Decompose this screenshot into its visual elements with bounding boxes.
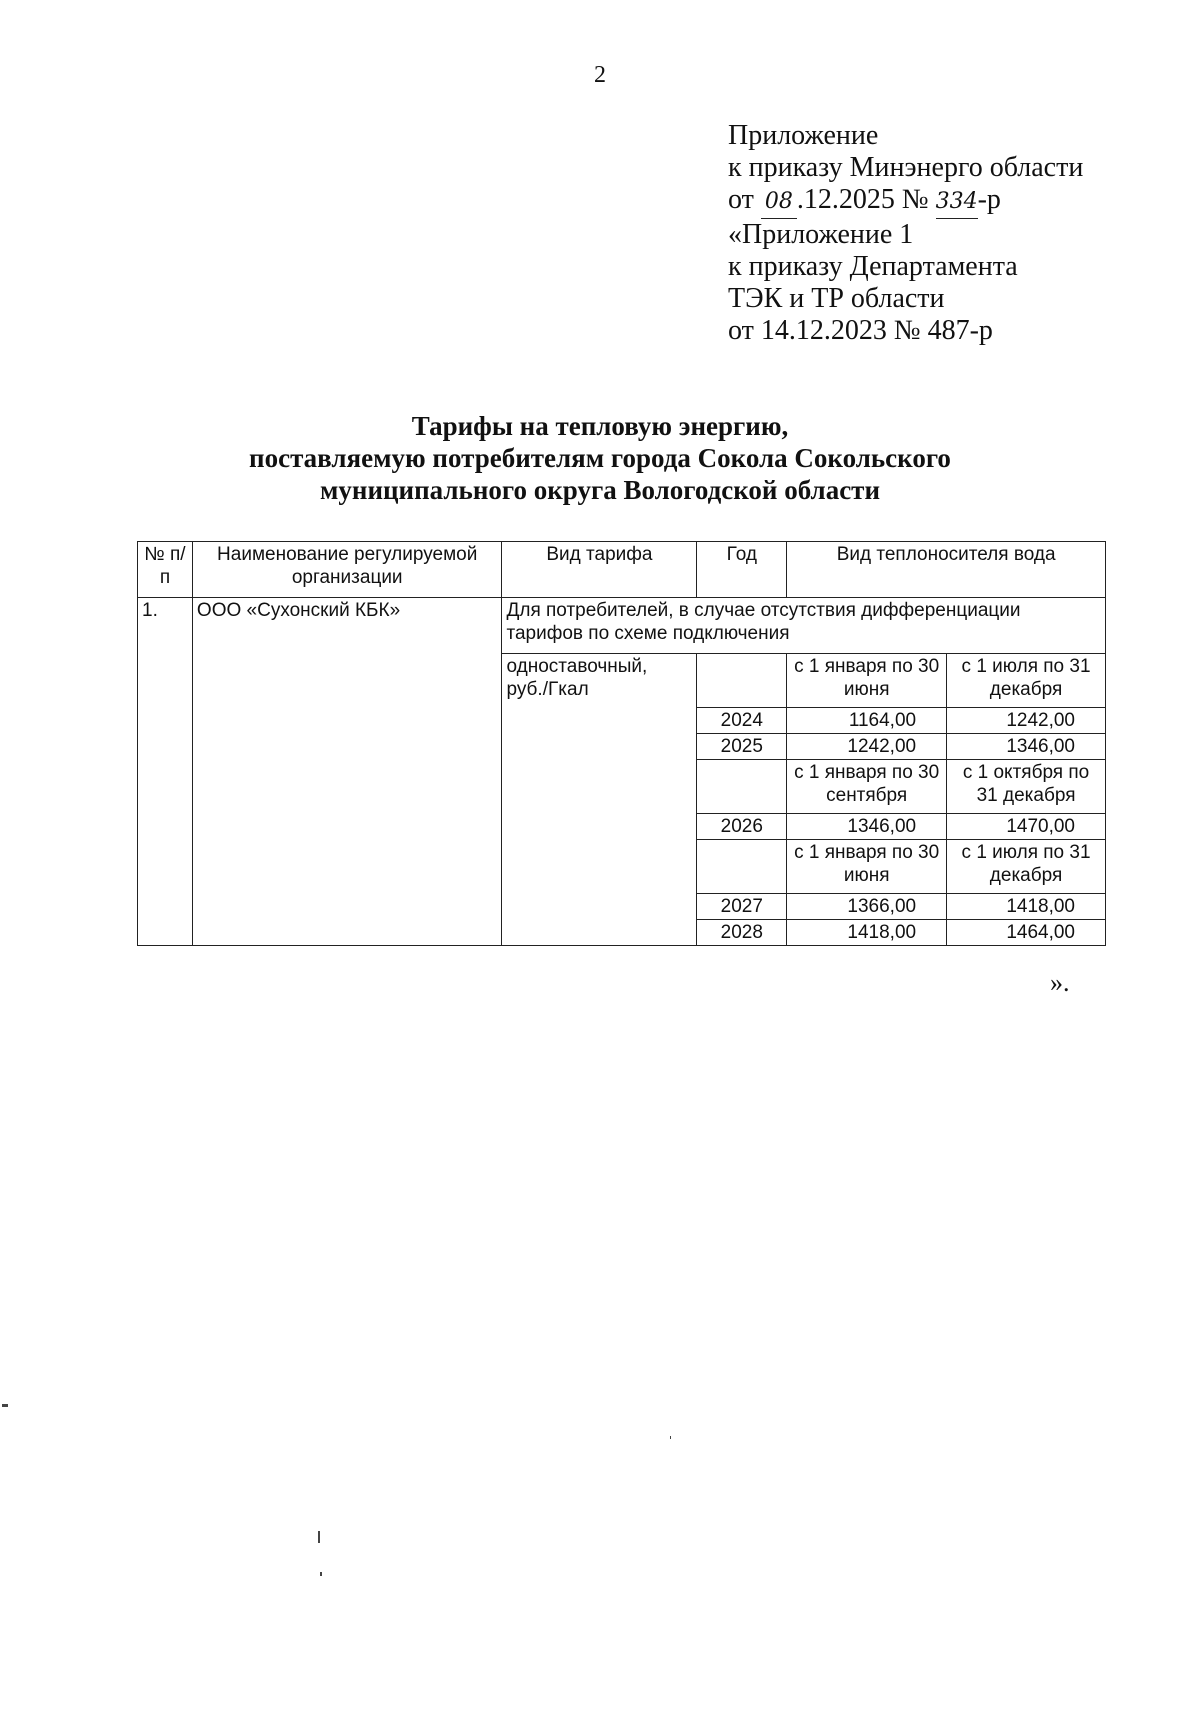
value-cell: 1470,00: [947, 814, 1106, 840]
header-num: № п/п: [138, 542, 193, 598]
appendix-date-suffix: -р: [977, 184, 1001, 215]
value-cell: 1366,00: [787, 894, 947, 920]
header-organization: Наименование регулируемой организации: [192, 542, 502, 598]
handwritten-day: 08: [761, 186, 797, 219]
year-cell: [697, 840, 787, 894]
consumer-note: Для потребителей, в случае отсутствия дифференциации тарифов по схеме подключения: [502, 598, 1106, 654]
organization-name: ООО «Сухонский КБК»: [192, 598, 502, 946]
appendix-date-middle: .12.2025 №: [796, 184, 929, 215]
title-line: муниципального округа Вологодской области: [320, 475, 880, 505]
year-cell: 2024: [697, 708, 787, 734]
tariff-table: [137, 541, 1106, 946]
value-cell: 1346,00: [787, 814, 947, 840]
header-carrier: Вид теплоносителя вода: [787, 542, 1106, 598]
header-tariff-type: Вид тарифа: [502, 542, 697, 598]
period-cell: с 1 июля по 31 декабря: [947, 840, 1106, 894]
appendix-line: «Приложение 1: [728, 219, 914, 250]
appendix-line: к приказу Департамента: [728, 251, 1018, 282]
value-cell: 1418,00: [787, 920, 947, 946]
value-cell: 1464,00: [947, 920, 1106, 946]
year-cell: 2025: [697, 734, 787, 760]
tariff-kind: одноставочный, руб./Гкал: [502, 654, 697, 946]
year-cell: 2028: [697, 920, 787, 946]
year-cell: 2027: [697, 894, 787, 920]
period-cell: с 1 января по 30 июня: [787, 654, 947, 708]
year-cell: 2026: [697, 814, 787, 840]
appendix-order-date: [728, 184, 1083, 219]
title-line: поставляемую потребителям города Сокола Сокольского: [249, 443, 951, 473]
year-cell: [697, 654, 787, 708]
period-cell: с 1 января по 30 июня: [787, 840, 947, 894]
table-header-row: [138, 542, 1106, 598]
value-cell: 1164,00: [787, 708, 947, 734]
appendix-block: [728, 120, 1083, 347]
page-number: 2: [594, 62, 606, 88]
value-cell: 1418,00: [947, 894, 1106, 920]
document-title: [0, 410, 1200, 506]
appendix-line: Приложение: [728, 120, 879, 151]
header-year: Год: [697, 542, 787, 598]
appendix-line: от 14.12.2023 № 487-р: [728, 315, 993, 346]
handwritten-order-number: 334: [936, 186, 978, 219]
row-number: 1.: [138, 598, 193, 946]
value-cell: 1346,00: [947, 734, 1106, 760]
period-cell: с 1 октября по 31 декабря: [947, 760, 1106, 814]
appendix-date-prefix: от: [728, 184, 754, 215]
value-cell: 1242,00: [947, 708, 1106, 734]
appendix-line: к приказу Минэнерго области: [728, 152, 1084, 183]
year-cell: [697, 760, 787, 814]
appendix-line: ТЭК и ТР области: [728, 283, 945, 314]
closing-quote: ».: [1050, 968, 1070, 997]
period-cell: с 1 января по 30 сентября: [787, 760, 947, 814]
period-cell: с 1 июля по 31 декабря: [947, 654, 1106, 708]
title-line: Тарифы на тепловую энергию,: [411, 411, 789, 441]
table-row: [138, 598, 1106, 654]
value-cell: 1242,00: [787, 734, 947, 760]
